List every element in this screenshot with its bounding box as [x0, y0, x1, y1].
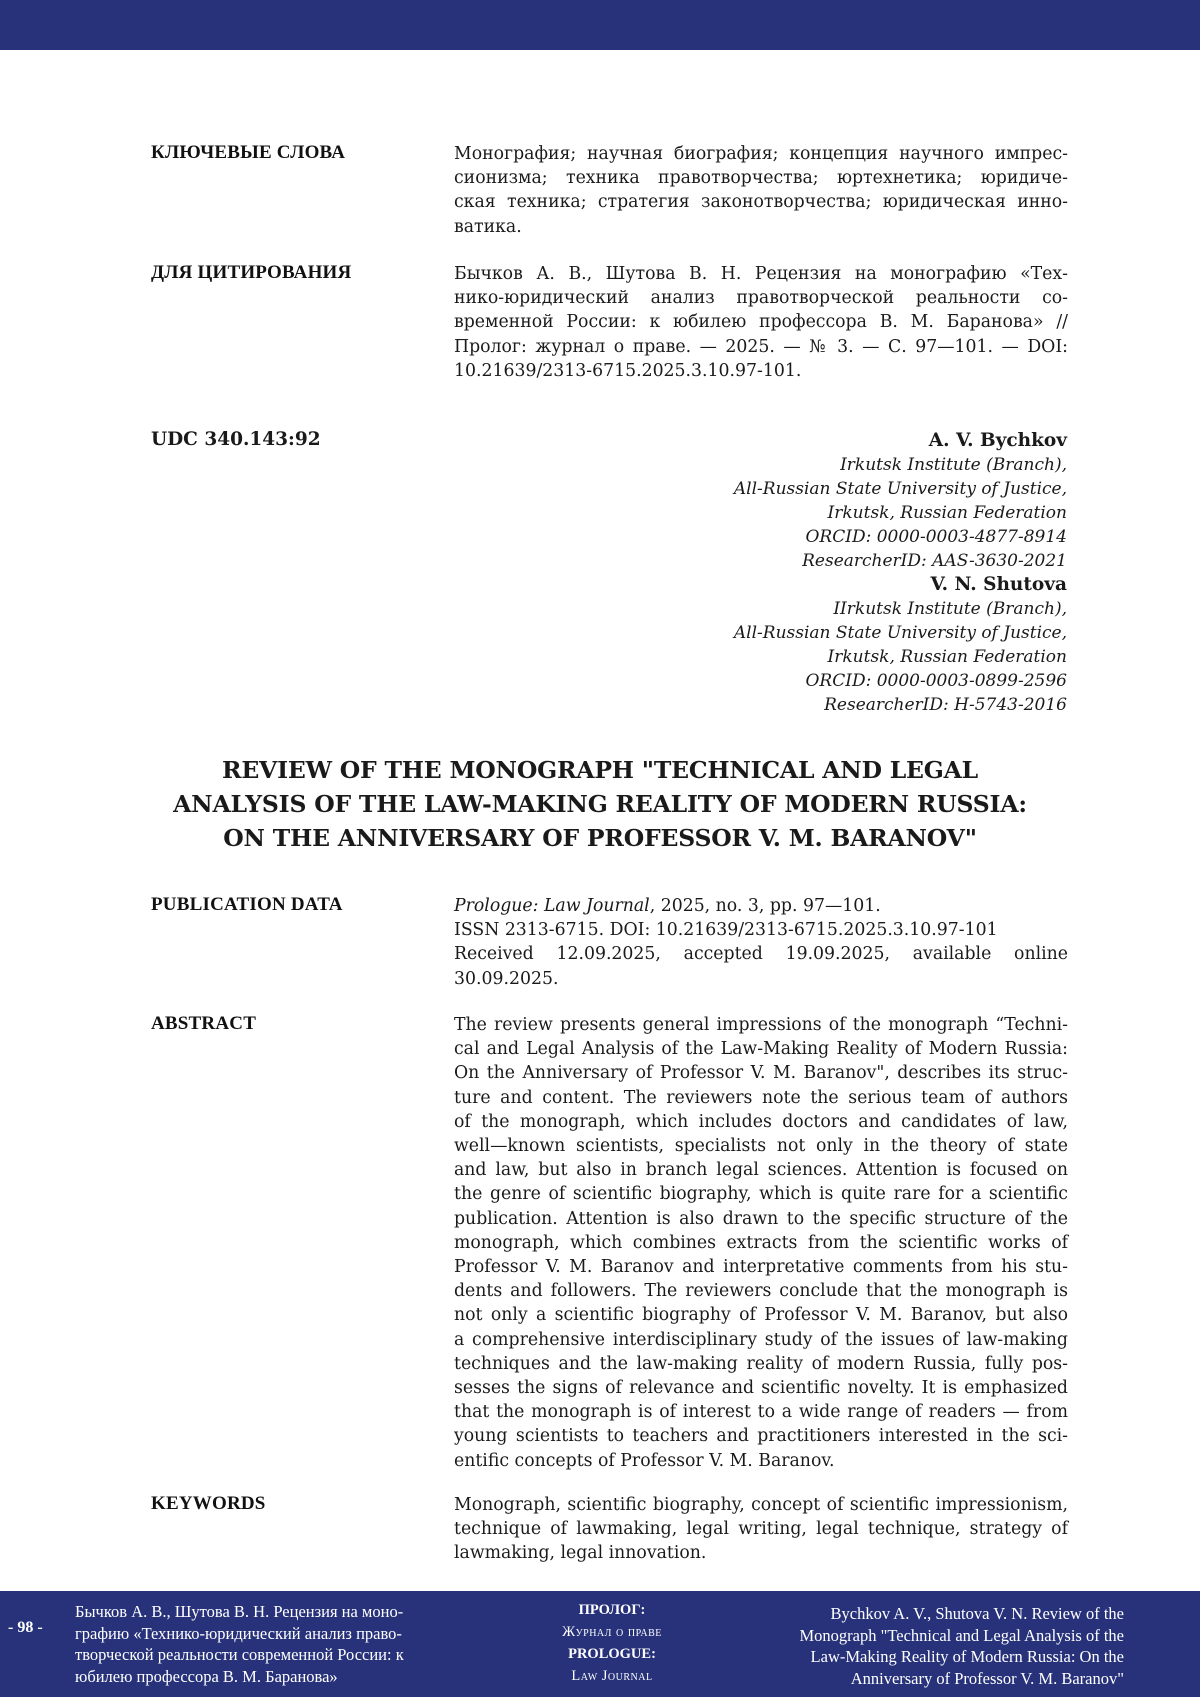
text-line: ская техника; стратегия законотворчества; юридическая инно- [454, 192, 1068, 213]
footer-line: Бычков А. В., Шутова В. Н. Рецензия на моно- [75, 1602, 404, 1621]
title-line: ON THE ANNIVERSARY OF PROFESSOR V. M. BARANOV" [223, 824, 977, 852]
text-line: dents and followers. The reviewers conclude that the monograph is [454, 1281, 1068, 1302]
text-line: Monograph, scientific biography, concept of scientific impressionism, [454, 1495, 1068, 1515]
journal-subtitle-ru: Журнал о праве [562, 1624, 662, 1640]
text-line: ватика. [454, 216, 522, 237]
footer-line: Bychkov A. V., Shutova V. N. Review of the [830, 1604, 1124, 1623]
text-line: нико-юридический анализ правотворческой реальности со- [454, 288, 1068, 309]
header-band [0, 0, 1200, 50]
abstract-text [454, 1013, 1068, 1473]
author-affiliation: IIrkutsk Institute (Branch), [833, 599, 1067, 619]
text-line: ture and content. The reviewers note the serious team of authors [454, 1087, 1068, 1108]
text-line: sesses the signs of relevance and scientific novelty. It is emphasized [454, 1378, 1068, 1399]
footer-line: Anniversary of Professor V. M. Baranov" [850, 1668, 1124, 1688]
text-line: Бычков А. В., Шутова В. Н. Рецензия на монографию «Тех- [454, 264, 1068, 284]
author-affiliation: Irkutsk Institute (Branch), [840, 455, 1067, 475]
text-line: Монография; научная биография; концепция научного импрес- [454, 144, 1068, 164]
text-line: временной России: к юбилею профессора В. М. Баранова» // [454, 312, 1068, 333]
publication-text [454, 894, 1068, 991]
text-line: ISSN 2313-6715. DOI: 10.21639/2313-6715.2025.3.10.97-101 [454, 920, 998, 941]
udc-code: UDC 340.143:92 [151, 429, 321, 450]
author-affiliation: All-Russian State University of Justice, [733, 623, 1067, 643]
footer-line: Monograph "Technical and Legal Analysis of the [799, 1625, 1124, 1645]
author-name: V. N. Shutova [930, 574, 1067, 595]
text-line: that the monograph is of interest to a wide range of readers — from [454, 1402, 1068, 1423]
text-line: lawmaking, legal innovation. [454, 1543, 707, 1564]
journal-title-en: PROLOGUE: [568, 1646, 656, 1662]
ru-keywords-label: КЛЮЧЕВЫЕ СЛОВА [151, 142, 346, 163]
author-researcher-id: ResearcherID: AAS-3630-2021 [802, 551, 1067, 571]
ru-citation-text [454, 262, 1068, 383]
keywords-text [454, 1493, 1068, 1566]
text-line: technique of lawmaking, legal writing, legal technique, strategy of [454, 1519, 1068, 1540]
title-line: REVIEW OF THE MONOGRAPH "TECHNICAL AND LEGAL [222, 756, 978, 784]
page-number: - 98 - [8, 1619, 43, 1636]
footer-line: графию «Технико-юридический анализ право- [75, 1623, 402, 1643]
text-line: 10.21639/2313-6715.2025.3.10.97-101. [454, 360, 802, 381]
author-affiliation: All-Russian State University of Justice, [733, 479, 1067, 499]
text-line: not only a scientific biography of Professor V. M. Baranov, but also [454, 1305, 1068, 1326]
footer-band [0, 1591, 1200, 1697]
text-line: of the monograph, which includes doctors and candidates of law, [454, 1111, 1068, 1132]
text-line: young scientists to teachers and practitioners interested in the sci- [454, 1426, 1068, 1447]
author-name: A. V. Bychkov [928, 430, 1067, 451]
authors-block [667, 429, 1067, 717]
text-line: On the Anniversary of Professor V. M. Baranov", describes its struc- [454, 1063, 1068, 1084]
author-affiliation: Irkutsk, Russian Federation [827, 647, 1067, 667]
footer-citation-en [744, 1603, 1124, 1689]
text-line: cal and Legal Analysis of the Law-Making Reality of Modern Russia: [454, 1039, 1068, 1060]
journal-name: Prologue: Law Journal [454, 896, 650, 916]
text-line: well—known scientists, specialists not only in the theory of state [454, 1136, 1068, 1157]
keywords-label: KEYWORDS [151, 1493, 266, 1514]
journal-title-ru: ПРОЛОГ: [578, 1602, 646, 1618]
journal-subtitle-en: Law Journal [571, 1668, 653, 1684]
text-line: сионизма; техника правотворчества; юртехнетика; юридиче- [454, 168, 1068, 189]
author-orcid: ORCID: 0000-0003-0899-2596 [805, 671, 1067, 691]
text-line: publication. Attention is also drawn to the specific structure of the [454, 1208, 1068, 1229]
abstract-label: ABSTRACT [151, 1013, 257, 1034]
issue-info: , 2025, no. 3, pp. 97—101. [649, 896, 881, 916]
ru-citation-label: ДЛЯ ЦИТИРОВАНИЯ [151, 262, 352, 283]
author-orcid: ORCID: 0000-0003-4877-8914 [805, 527, 1067, 547]
footer-line: творческой реальности современной России: к [75, 1645, 404, 1664]
text-line: Professor V. M. Baranov and interpretative comments from his stu- [454, 1257, 1068, 1278]
text-line: 30.09.2025. [454, 968, 559, 989]
text-line: a comprehensive interdisciplinary study of the issues of law-making [454, 1329, 1068, 1350]
text-line: The review presents general impressions of the monograph “Techni- [454, 1015, 1068, 1035]
text-line: monograph, which combines extracts from the scientific works of [454, 1232, 1068, 1253]
footer-line: Law-Making Reality of Modern Russia: On the [810, 1647, 1124, 1666]
text-line: and law, but also in branch legal sciences. Attention is focused on [454, 1160, 1068, 1181]
title-line: ANALYSIS OF THE LAW-MAKING REALITY OF MODERN RUSSIA: [173, 790, 1027, 818]
journal-mark [522, 1599, 702, 1687]
text-line: the genre of scientific biography, which is quite rare for a scientific [454, 1184, 1068, 1205]
ru-keywords-text [454, 142, 1068, 239]
footer-citation-ru [75, 1601, 455, 1687]
publication-label: PUBLICATION DATA [151, 894, 343, 915]
article-title [100, 753, 1100, 855]
author-affiliation: Irkutsk, Russian Federation [827, 503, 1067, 523]
text-line: entific concepts of Professor V. M. Baranov. [454, 1450, 835, 1471]
text-line: Пролог: журнал о праве. — 2025. — № 3. — С. 97—101. — DOI: [454, 336, 1068, 357]
footer-line: юбилею профессора В. М. Баранова» [75, 1666, 338, 1686]
text-line: Received 12.09.2025, accepted 19.09.2025, available online [454, 944, 1068, 965]
text-line [454, 894, 1068, 918]
text-line: techniques and the law-making reality of modern Russia, fully pos- [454, 1353, 1068, 1374]
author-researcher-id: ResearcherID: H-5743-2016 [824, 695, 1067, 715]
